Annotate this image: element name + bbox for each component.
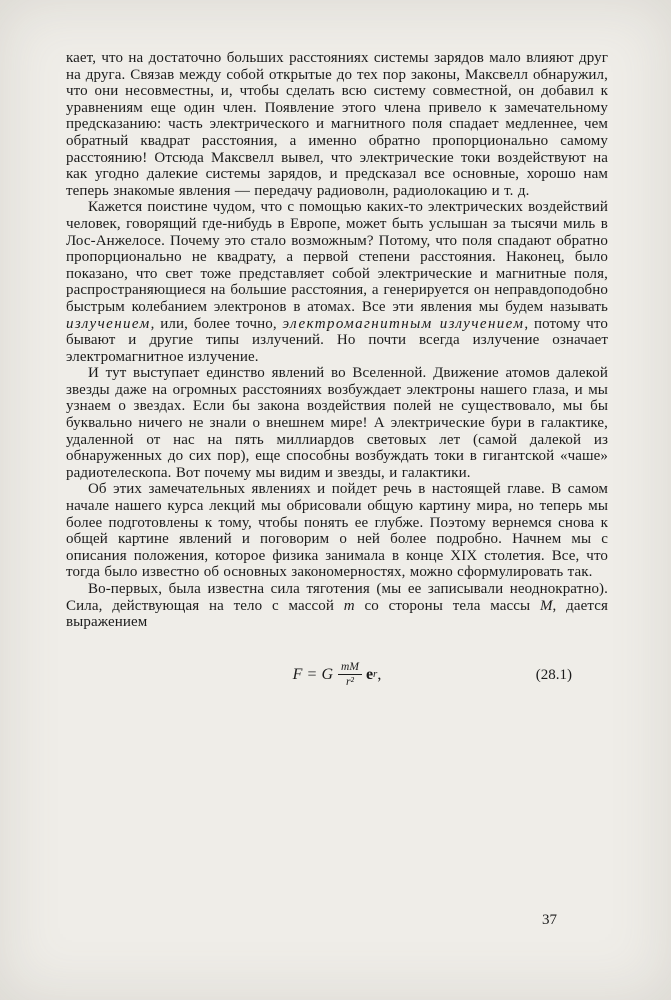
page-number: 37	[542, 912, 557, 928]
eq-force-symbol: F	[292, 665, 303, 683]
text-run: Кажется поистине чудом, что с помощью каких-то электрических воздействий человек, говорящий где-нибудь в Европе, может быть услышан за тысячи миль в Лос-Анжелосе. Почему это стало возможным? Потому, что поля спадают обратно пропорционально не квадрату, а первой степени расстояния. Наконец, было показано, что свет тоже представляет собой электрические и магнитные поля, распространяющиеся на большие расстояния, а генерируется он неправдоподобно быстрым колебанием электронов в атомах. Все эти явления мы будем называть	[66, 199, 608, 315]
text-run: со стороны тела массы	[354, 597, 540, 614]
text-run: , дается выражением	[66, 597, 609, 631]
paragraph	[66, 199, 608, 365]
paragraphs	[66, 50, 608, 631]
eq-fraction	[338, 661, 362, 688]
paragraph	[66, 365, 608, 481]
equation	[293, 661, 382, 688]
equation-row	[66, 655, 608, 695]
eq-gravitational-constant: G	[321, 665, 334, 683]
math-variable: m	[343, 597, 355, 614]
equation-number: (28.1)	[535, 666, 572, 683]
emphasized-term: электромагнитным излучением	[282, 315, 525, 332]
text-run: И тут выступает единство явлений во Вселенной. Движение атомов далекой звезды даже на огромных расстояниях возбуждает электроны нашего глаза, и мы узнаем о звездах. Если бы закона воздействия полей не существовало, мы бы буквально ничего не знали о внешнем мире! А электрические бури в галактике, удаленной от нас на пять миллиардов световых лет (самой далекой из обнаруженных до сих пор), еще способны возбуждать токи в гигантской «чаше» радиотелескопа. Вот почему мы видим и звезды, и галактики.	[66, 365, 608, 481]
eq-numerator: mM	[338, 661, 362, 675]
eq-subscript: r	[373, 668, 378, 681]
paragraph	[66, 481, 608, 581]
text-run: , или, более точно,	[150, 315, 283, 332]
eq-unit-vector: e	[365, 665, 374, 683]
text-run: Во-первых, была известна сила тяготения (мы ее записывали неоднократно). Сила, действующая на тело с массой	[66, 581, 608, 614]
text-block	[66, 50, 608, 695]
eq-comma: ,	[377, 665, 382, 683]
eq-equals-sign: =	[307, 665, 317, 683]
text-run: кает, что на достаточно больших расстояниях системы зарядов мало влияют друг на друга. Связав между собой открытые до тех пор законы, Максвелл обнаружил, что они несовместны, и, чтобы сделать всю систему совместной, он добавил к уравнениям еще один член. Появление этого члена привело к замечательному предсказанию: часть электрического и магнитного поля спадает медленнее, чем обратный квадрат расстояния, а именно обратно пропорционально самому расстоянию! Отсюда Максвелл вывел, что электрические токи воздействуют на как угодно далекие системы зарядов, и предсказал все основные, хорошо нам теперь знакомые явления — передачу радиоволн, радиолокацию и т. д.	[66, 50, 608, 199]
paragraph	[66, 581, 608, 631]
text-run: , потому что бывают и другие типы излучений. Но почти всегда излучение означает электромагнитное излучение.	[66, 315, 608, 365]
text-run: Об этих замечательных явлениях и пойдет речь в настоящей главе. В самом начале нашего курса лекций мы обрисовали общую картину мира, но теперь мы более подготовлены к тому, чтобы понять ее глубже. Поэтому вернемся снова к общей картине явлений и поговорим о ней более подробно. Начнем мы с описания положения, которое физика занимала в конце XIX столетия. Все, что тогда было известно об основных закономерностях, можно сформулировать так.	[66, 481, 608, 581]
emphasized-term: излучением	[66, 315, 151, 332]
math-variable: M	[539, 597, 553, 614]
paragraph	[66, 50, 608, 199]
eq-denominator: r²	[346, 676, 354, 689]
